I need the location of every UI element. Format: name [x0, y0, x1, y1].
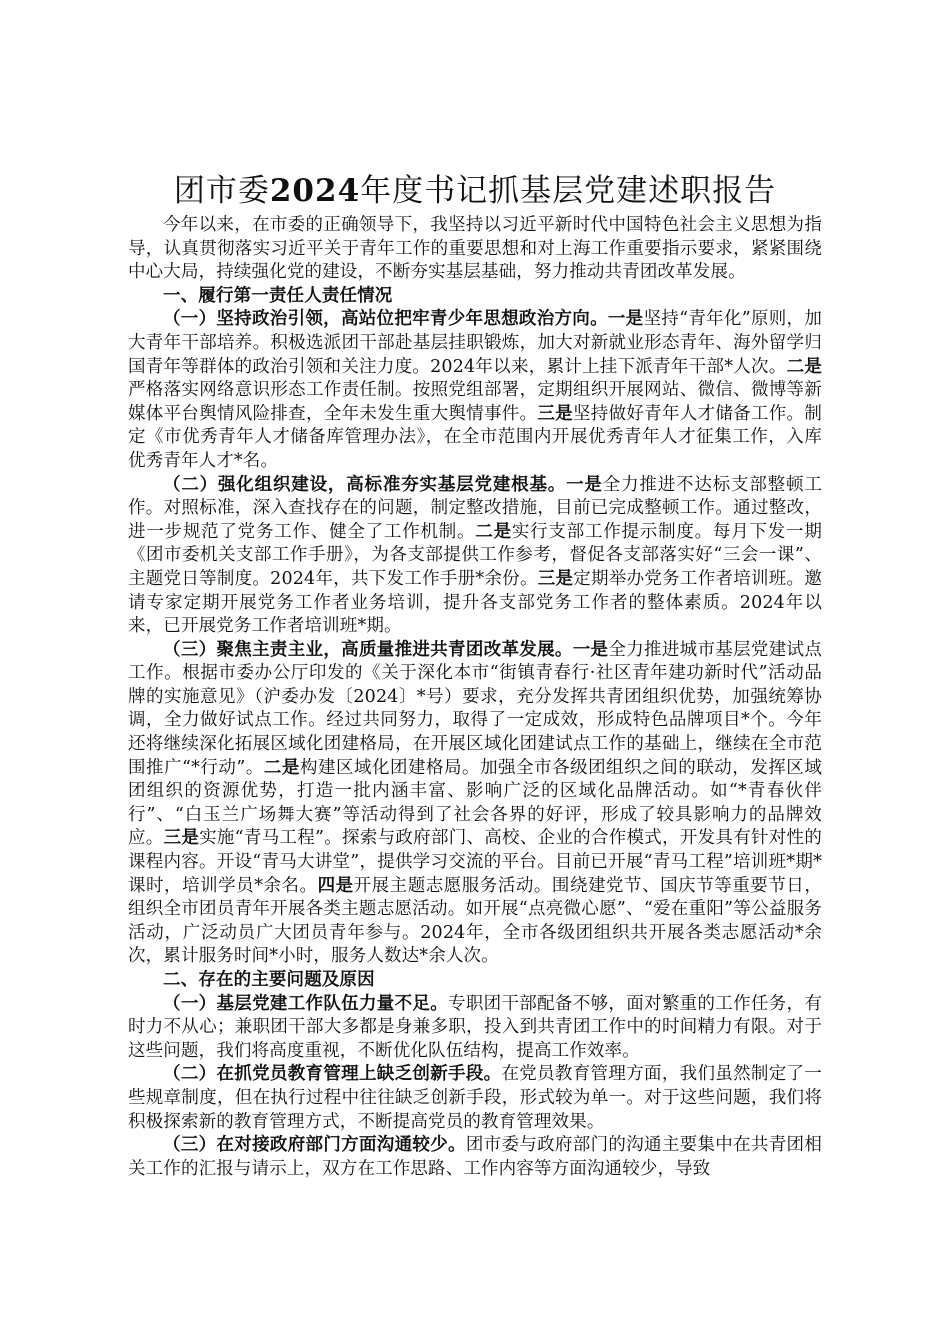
title-prefix: 团市委 — [173, 173, 270, 209]
paragraph-text: 严格落实网络意识形态工作责任制。按照党组部署，定期组织开展网站、微信、微博等新媒体平台舆情风险排查，全年未发生重大舆情事件。 — [128, 380, 822, 424]
intro-paragraph: 今年以来，在市委的正确领导下，我坚持以习近平新时代中国特色社会主义思想为指导，认真贯彻落实习近平关于青年工作的重要思想和对上海工作重要指示要求，紧紧围绕中心大局，持续强化党的建设，不断夯实基层基础，努力推动共青团改革发展。 — [128, 215, 822, 283]
subheading: （一）基层党建工作队伍力量不足。 — [163, 993, 449, 1014]
keyword: 一是 — [572, 639, 609, 660]
title-year: 2024 — [269, 173, 361, 209]
document-body — [128, 170, 822, 1181]
keyword: 二是 — [786, 356, 822, 377]
paragraph-text: 坚持“青年化”原则，加大青年干部培养。积极选派团干部赴基层挂职锻炼，加大对新就业形态青年、海外留学归国青年等群体的政治引领和关注力度。2024年以来，累计上挂下派青年干部*人次。 — [128, 309, 822, 377]
subheading: （三）聚焦主责主业，高质量推进共青团改革发展。 — [163, 639, 573, 660]
section1-paragraph-3 — [128, 639, 822, 969]
keyword: 一是 — [566, 474, 603, 495]
subheading: （三）在对接政府部门方面沟通较少。 — [163, 1135, 466, 1156]
section1-paragraph-2 — [128, 474, 822, 639]
paragraph-text: 实行支部工作提示制度。每月下发一期《团市委机关支部工作手册》，为各支部提供工作参考，督促各支部落实好“三会一课”、主题党日等制度。2024年，共下发工作手册*余份。 — [128, 521, 822, 589]
keyword: 一是 — [607, 309, 644, 330]
paragraph-text: 在党员教育管理方面，我们虽然制定了一些规章制度，但在执行过程中往往缺乏创新手段，形式较为单一。对于这些问题，我们将积极探索新的教育管理方式，不断提高党员的教育管理效果。 — [128, 1064, 822, 1132]
document-title — [128, 170, 822, 212]
paragraph-text: 专职团干部配备不够，面对繁重的工作任务，有时力不从心；兼职团干部大多都是身兼多职，投入到共青团工作中的时间精力有限。对于这些问题，我们将高度重视，不断优化队伍结构，提高工作效率。 — [128, 993, 822, 1061]
paragraph-text: 定期举办党务工作者培训班。邀请专家定期开展党务工作者业务培训，提升各支部党务工作者的整体素质。2024年以来，已开展党务工作者培训班*期。 — [128, 568, 822, 637]
subheading: （二）强化组织建设，高标准夯实基层党建根基。 — [163, 474, 567, 495]
keyword: 三是 — [537, 568, 574, 589]
keyword: 二是 — [475, 521, 512, 542]
paragraph-text: 全力推进不达标支部整顿工作。对照标准，深入查找存在的问题，制定整改措施，目前已完成整顿工作。通过整改，进一步规范了党务工作、健全了工作机制。 — [128, 474, 822, 542]
keyword: 三是 — [537, 403, 573, 424]
keyword: 二是 — [263, 757, 300, 778]
paragraph-text: 开展主题志愿服务活动。围绕建党节、国庆节等重要节日，组织全市团员青年开展各类主题志愿活动。如开展“点亮微心愿”、“爱在重阳”等公益服务活动，广泛动员广大团员青年参与。2024年，全市各级团组织共开展各类志愿活动*余次，累计服务时间*小时，服务人数达*余人次。 — [128, 875, 822, 967]
keyword: 四是 — [317, 875, 354, 896]
subheading: （二）在抓党员教育管理上缺乏创新手段。 — [163, 1064, 502, 1085]
paragraph-text: 实施“青马工程”。探索与政府部门、高校、企业的合作模式，开发具有针对性的课程内容。开设“青马大讲堂”，提供学习交流的平台。目前已开展“青马工程”培训班*期*课时，培训学员*余名。 — [128, 828, 822, 896]
paragraph-text: 团市委与政府部门的沟通主要集中在共青团相关工作的汇报与请示上，双方在工作思路、工作内容等方面沟通较少，导致 — [128, 1135, 822, 1179]
section2-paragraph-1 — [128, 993, 822, 1064]
keyword: 三是 — [163, 828, 200, 849]
section1-paragraph-1 — [128, 308, 822, 473]
section2-paragraph-3 — [128, 1134, 822, 1181]
title-suffix: 年度书记抓基层党建述职报告 — [360, 173, 777, 209]
subheading: （一）坚持政治引领，高站位把牢青少年思想政治方向。 — [163, 309, 608, 330]
paragraph-text: 全力推进城市基层党建试点工作。根据市委办公厅印发的《关于深化本市“街镇青春行·社区青年建功新时代”活动品牌的实施意见》（沪委办发〔2024〕*号）要求，充分发挥共青团组织优势，加强统筹协调，全力做好试点工作。经过共同努力，取得了一定成效，形成特色品牌项目*个。今年还将继续深化拓展区域化团建格局，在开展区域化团建试点工作的基础上，继续在全市范围推广“*行动”。 — [128, 639, 822, 778]
paragraph-text: 坚持做好青年人才储备工作。制定《市优秀青年人才储备库管理办法》，在全市范围内开展优秀青年人才征集工作，入库优秀青年人才*名。 — [128, 403, 822, 471]
paragraph-text: 构建区域化团建格局。加强全市各级团组织之间的联动，发挥区域团组织的资源优势，打造一批内涵丰富、影响广泛的区域化品牌活动。如“*青春伙伴行”、“白玉兰广场舞大赛”等活动得到了社会各界的好评，形成了较具影响力的品牌效应。 — [128, 757, 822, 849]
section2-paragraph-2 — [128, 1063, 822, 1134]
section2-heading: 二、存在的主要问题及原因 — [163, 970, 375, 990]
section1-heading: 一、履行第一责任人责任情况 — [163, 285, 393, 306]
